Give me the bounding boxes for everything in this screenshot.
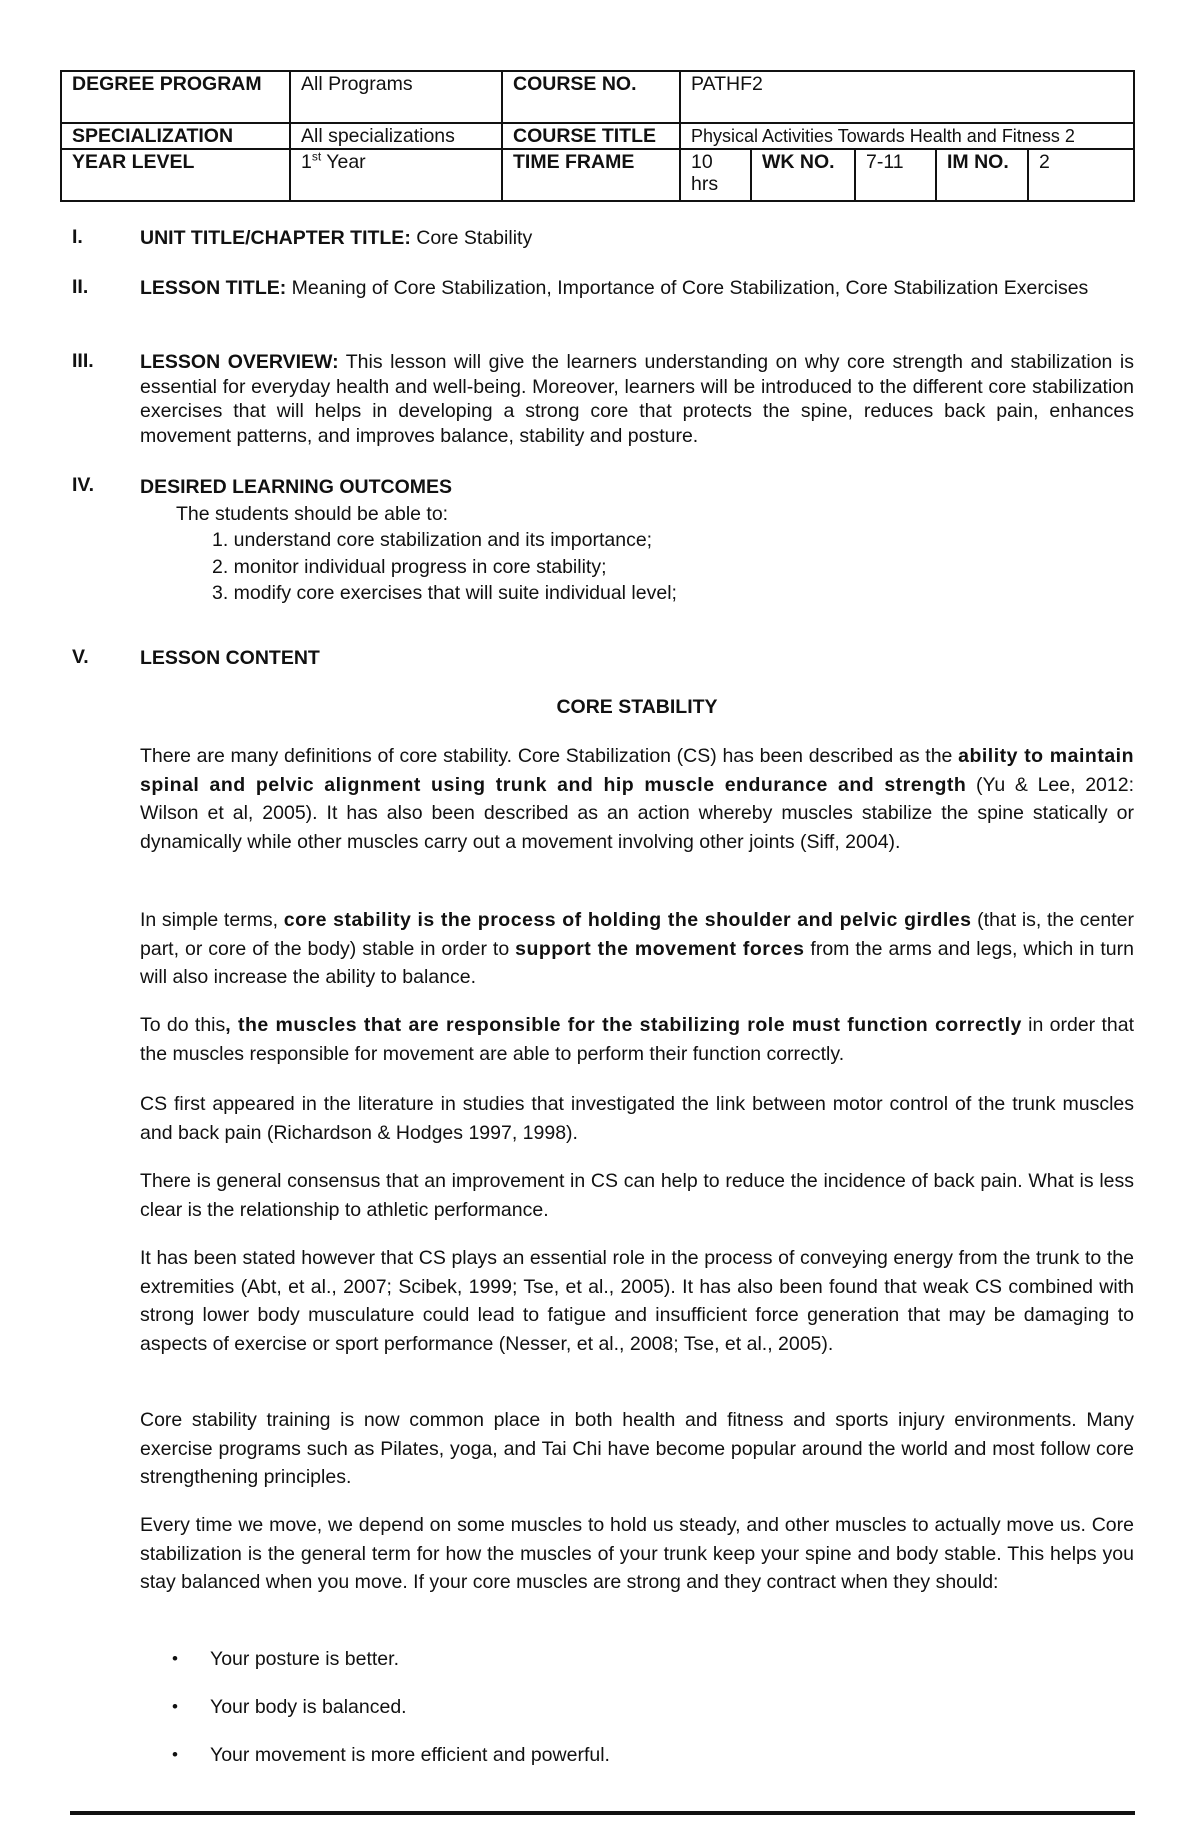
unit-title-label: UNIT TITLE/CHAPTER TITLE: xyxy=(140,227,411,249)
paragraph-text: Core stability training is now common place in both health and fitness and sports injury environments. Many exercise programs such as Pilates, yoga, and Tai Chi have become popular around the world and most follow core strengthening principles. xyxy=(140,1409,1134,1488)
paragraph-training xyxy=(140,1406,1134,1492)
degree-program-label: DEGREE PROGRAM xyxy=(61,71,290,123)
benefits-list xyxy=(170,1645,1130,1789)
specialization-value: All specializations xyxy=(290,123,502,149)
bold-text-run: , the muscles that are responsible for the stabilizing role must function correctly xyxy=(225,1014,1022,1036)
section-lesson-content xyxy=(72,646,1134,671)
bold-text-run: support the movement forces xyxy=(515,937,805,960)
paragraph-consensus xyxy=(140,1167,1134,1224)
lesson-overview-label: LESSON OVERVIEW: xyxy=(140,351,339,373)
im-no-value: 2 xyxy=(1028,149,1134,201)
paragraph-text: Every time we move, we depend on some muscles to hold us steady, and other muscles to actually move us. Core stabilization is the general term for how the muscles of your trunk keep your spine and body stable. This helps you stay balanced when you move. If your core muscles are strong and they contract when they should: xyxy=(140,1514,1134,1593)
unit-title-text: Core Stability xyxy=(410,227,533,249)
specialization-label: SPECIALIZATION xyxy=(61,123,290,149)
text-run: In simple terms, xyxy=(140,909,284,931)
list-item-text: Your posture is better. xyxy=(210,1648,399,1670)
bullet-icon: • xyxy=(172,1649,178,1668)
section-lesson-overview xyxy=(72,350,1134,448)
course-title-label: COURSE TITLE xyxy=(502,123,680,149)
course-info-table xyxy=(60,70,1135,202)
footer-divider xyxy=(70,1811,1135,1815)
section-number: II. xyxy=(72,276,89,298)
list-item-text: Your movement is more efficient and powerful. xyxy=(210,1744,610,1766)
list-item-text: Your body is balanced. xyxy=(210,1696,407,1718)
year-level-suffix: st xyxy=(311,149,322,164)
paragraph-every-time xyxy=(140,1511,1134,1597)
paragraph-text: CS first appeared in the literature in studies that investigated the link between motor control of the trunk muscles and back pain (Richardson & Hodges 1997, 1998). xyxy=(140,1093,1134,1144)
section-number: IV. xyxy=(72,474,95,496)
time-frame-value: 10 hrs xyxy=(680,149,751,201)
paragraph-simple-terms xyxy=(140,906,1134,992)
list-item xyxy=(170,1645,1130,1693)
lesson-content-label: LESSON CONTENT xyxy=(140,647,320,669)
bullet-icon: • xyxy=(172,1697,178,1716)
section-number: V. xyxy=(72,646,89,668)
learning-outcomes-lead: The students should be able to: xyxy=(176,502,449,525)
paragraph-literature xyxy=(140,1090,1134,1147)
text-run: (that is, the center part, or core of the body) stable in order to xyxy=(140,909,1134,960)
lesson-overview-text: This lesson will give the learners understanding on why core strength and stabilization is essential for everyday health and well-being. Moreover, learners will be introduced to the different core stabilization exercises that will helps in developing a strong core that protects the spine, reduces back pain, enhances movement patterns, and improves balance, stability and posture. xyxy=(140,351,1134,447)
year-level-word: Year xyxy=(321,151,366,173)
year-level-number: 1 xyxy=(301,151,312,173)
bold-text-run: core stability is the process of holding the shoulder and pelvic girdles xyxy=(283,909,972,931)
section-unit-title xyxy=(72,226,1134,251)
learning-outcome-item: 1. understand core stabilization and its importance; xyxy=(212,529,653,551)
text-run: To do this xyxy=(140,1014,226,1036)
section-learning-outcomes xyxy=(72,474,1134,607)
wk-no-value: 7-11 xyxy=(855,149,936,201)
list-item xyxy=(170,1741,1130,1789)
time-frame-label: TIME FRAME xyxy=(502,149,680,201)
content-title: CORE STABILITY xyxy=(556,696,718,718)
learning-outcome-item: 2. monitor individual progress in core stability; xyxy=(212,555,607,578)
paragraph-definitions xyxy=(140,742,1134,856)
list-item xyxy=(170,1693,1130,1741)
section-number: III. xyxy=(72,350,94,372)
paragraph-text: There is general consensus that an improvement in CS can help to reduce the incidence of back pain. What is less clear is the relationship to athletic performance. xyxy=(140,1170,1134,1221)
text-run: in order that the muscles responsible for movement are able to perform their function correctly. xyxy=(140,1014,1134,1065)
course-no-value: PATHF2 xyxy=(680,71,1134,123)
text-run: There are many definitions of core stability. Core Stabilization (CS) has been described as the xyxy=(140,745,959,767)
lesson-title-text: Meaning of Core Stabilization, Importance of Core Stabilization, Core Stabilization Exercises xyxy=(286,277,1089,299)
lesson-title-label: LESSON TITLE: xyxy=(140,277,287,299)
im-no-label: IM NO. xyxy=(936,149,1028,201)
text-run: (Yu & Lee, 2012: Wilson et al, 2005). It has also been described as an action whereby muscles stabilize the spine statically or dynamically while other muscles carry out a movement involving other joints (Siff, 2004). xyxy=(140,773,1135,853)
wk-no-label: WK NO. xyxy=(751,149,855,201)
paragraph-to-do-this xyxy=(140,1011,1134,1068)
learning-outcomes-label: DESIRED LEARNING OUTCOMES xyxy=(140,476,453,498)
course-title-value: Physical Activities Towards Health and Fitness 2 xyxy=(680,123,1134,149)
degree-program-value: All Programs xyxy=(290,71,502,123)
learning-outcome-item: 3. modify core exercises that will suite individual level; xyxy=(212,582,677,604)
section-lesson-title xyxy=(72,276,1134,301)
paragraph-text: It has been stated however that CS plays an essential role in the process of conveying energy from the trunk to the extremities (Abt, et al., 2007; Scibek, 1999; Tse, et al., 2005). It has also been found that weak CS combined with strong lower body musculature could lead to fatigue and insufficient force generation that may be damaging to aspects of exercise or sport performance (Nesser, et al., 2008; Tse, et al., 2005). xyxy=(140,1247,1134,1355)
paragraph-energy xyxy=(140,1244,1134,1358)
year-level-label: YEAR LEVEL xyxy=(61,149,290,201)
bullet-icon: • xyxy=(172,1745,178,1764)
year-level-value xyxy=(290,149,502,201)
bold-text-run: ability to maintain spinal and pelvic alignment using trunk and hip muscle endurance and strength xyxy=(140,745,1134,796)
text-run: from the arms and legs, which in turn will also increase the ability to balance. xyxy=(140,937,1134,988)
course-no-label: COURSE NO. xyxy=(502,71,680,123)
section-number: I. xyxy=(72,226,83,248)
